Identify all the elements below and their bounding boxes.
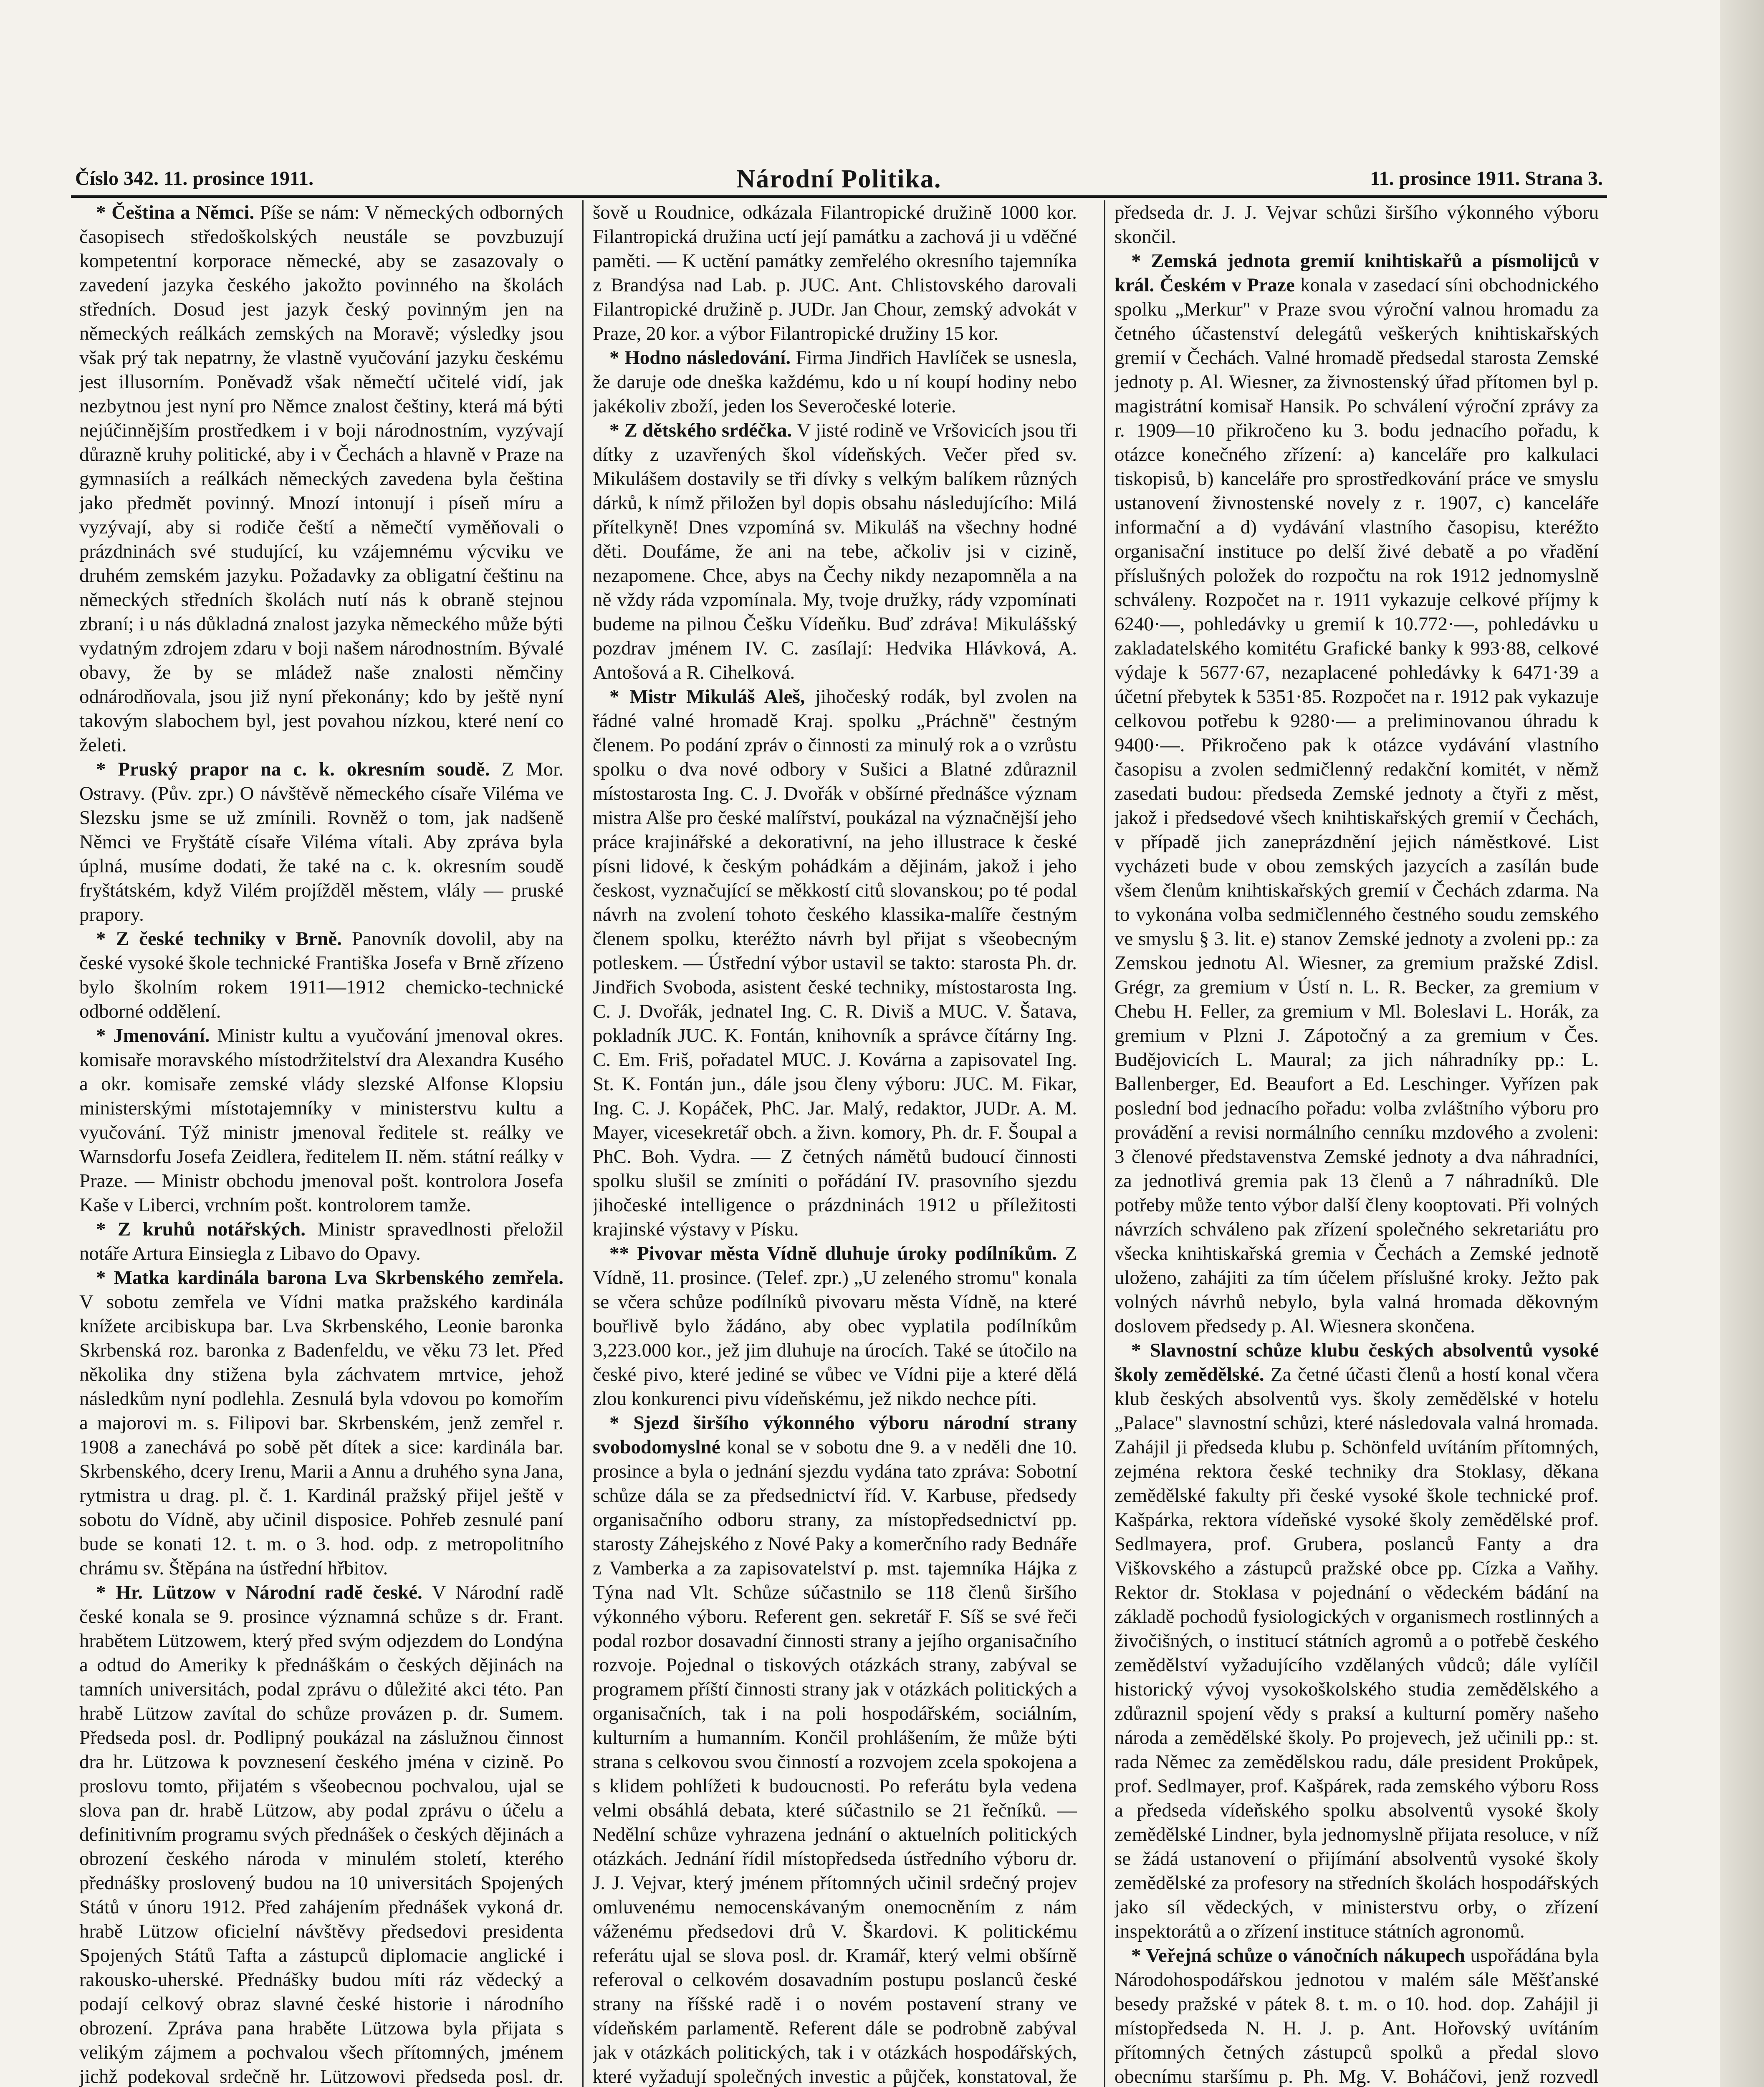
article	[593, 685, 1077, 1241]
article-text: Ministr kultu a vyučování jmenoval okres. komisaře moravského místodržitelství dra Alexandra Kusého a okr. komisaře zemské vlády slezské Alfonse Klopsiu ministerskými místotajemníky v ministerstvu kultu a vyučování. Týž ministr jmenoval ředitele st. reálky ve Warnsdorfu Josefa Zeidlera, ředitelem II. něm. státní reálky v Praze. — Ministr obchodu jmenoval pošt. kontrolora Josefa Kaše v Liberci, vrchním pošt. kontrolorem tamže.	[79, 1025, 564, 1216]
date-and-page: 11. prosince 1911. Strana 3.	[1370, 167, 1603, 189]
article-text: Ministr spravedlnosti přeložil notáře Artura Einsiegla z Libavo do Opavy.	[79, 1218, 564, 1264]
article-heading: * Z kruhů notářských.	[96, 1218, 306, 1240]
article	[79, 1023, 564, 1217]
article	[1115, 249, 1599, 1338]
article	[1115, 1338, 1599, 1943]
masthead: Národní Politika.	[736, 165, 942, 193]
article-text: Panovník dovolil, aby na české vysoké škole technické Františka Josefa v Brně zřízeno bylo školním rokem 1911—1912 chemicko-technické odborné oddělení.	[79, 928, 564, 1022]
article	[1115, 1943, 1599, 2087]
article	[79, 927, 564, 1023]
article	[593, 346, 1077, 418]
article-text: Za četné účasti členů a hostí konal včera klub českých absolventů vys. školy zemědělské v hotelu „Palace" slavnostní schůzi, které následovala valná hromada. Zahájil ji předseda klubu p. Schönfeld uvítáním přítomných, zejména rektora české techniky dra Stoklasy, děkana zemědělské fakulty při české vysoké škole technické prof. Kašpárka, rektora vídeňské vysoké školy zemědělské prof. Sedlmayera, prof. Grubera, poslanců Fanty a dra Viškovského a zástupců pražské obce pp. Cízka a Vaňhy. Rektor dr. Stoklasa v pojednání o vědeckém bádání na základě pochodů fysiologických v organismech rostlinných a živočišných, o institucí státních agromů a o potřebě českého zemědělství vyžadujícího vzdělaných vůdců; dále vylíčil historický vývoj vysokoškolského studia zemědělského a zdůraznil spojení vědy s praksí a kulturní poměry našeho národa a zemědělské školy. Po projevech, jež učinili pp.: st. rada Němec za zemědělskou radu, dále president Prokůpek, prof. Sedlmayer, prof. Kašpárek, rada zemského výboru Ross a předseda vídeňského spolku absolventů vysoké školy zemědělské Lindner, byla jednomyslně přijata resoluce, v níž se žádá ustanovení o přijímání absolventů vysoké školy zemědělské za profesory na středních školách hospodářských jako síl vědeckých, v ministerstvu orby, o zřízení inspektorátů a o zřízení instituce státních agronomů.	[1115, 1364, 1599, 1942]
article-text: jihočeský rodák, byl zvolen na řádné valné hromadě Kraj. spolku „Práchně" čestným členem. Po podání zpráv o činnosti za minulý rok a o vzrůstu spolku o dva nové odbory v Sušici a Blatné zdůraznil místostarosta Ing. C. J. Dvořák v obšírné přednášce význam mistra Alše pro české malířství, poukázal na význačnější jeho práce krajinářské a dekorativní, na jeho illustrace k české písni lidové, k českým pohádkám a dějinám, jakož i jeho českost, vyznačující se měkkostí citů slovanskou; po té podal návrh na zvolení tohoto českého klassika-malíře čestným členem spolku, kteréžto návrh byl přijat s všeobecným potleskem. — Ústřední výbor ustavil se takto: starosta Ph. dr. Jindřich Svoboda, asistent české techniky, místostarosta Ing. C. J. Dvořák, jednatel Ing. C. R. Diviš a MUC. V. Šatava, pokladník JUC. K. Fontán, knihovník a správce čítárny Ing. C. Em. Friš, pořadatel MUC. J. Kovárna a zapisovatel Ing. St. K. Fontán jun., dále jsou členy výboru: JUC. M. Fikar, Ing. C. J. Kopáček, PhC. Jar. Malý, redaktor, JUDr. A. M. Mayer, vicesekretář obch. a živn. komory, Ph. dr. F. Šoupal a PhC. Boh. Vydra. — Z četných námětů budoucí činnosti spolku slušil se zmíniti o pořádání IV. prasovního sjezdu jihočeské intelligence o prázdninách 1912 u příležitosti krajinské výstavy v Písku.	[593, 686, 1077, 1240]
issue-number: Číslo 342. 11. prosince 1911.	[75, 167, 314, 189]
article-heading: * Hodno následování.	[609, 347, 791, 369]
article-heading: ** Pivovar města Vídně dluhuje úroky podílníkům.	[609, 1243, 1057, 1264]
article-heading: * Veřejná schůze o vánočních nákupech	[1131, 1945, 1465, 1966]
article	[593, 1411, 1077, 2087]
article-text: konal se v sobotu dne 9. a v neděli dne 10. prosince a byla o jednání sjezdu vydána tato zpráva: Sobotní schůze dála se za předsednictví říd. V. Karbuse, předsedy organisačního odboru strany, za místopředsednictví pp. starosty Záhejského z Nové Paky a komerčního rady Bednáře z Vamberka a za zapisovatelství p. mst. tajemníka Hájka z Týna nad Vlt. Schůze súčastnilo se 118 členů širšího výkonného výboru. Referent gen. sekretář F. Síš se své řeči podal rozbor dosavadní činnosti strany a jejího organisačního rozvoje. Pojednal o tiskových otázkách strany, zabýval se programem příští činnosti strany jak v otázkách politických a organisačních, tak i na poli hospodářském, sociálním, kulturním a humanním. Končil prohlášením, že může býti strana s celkovou svou činností a rozvojem zcela spokojena a s klidem pohlížeti k budoucnosti. Po referátu byla vedena velmi obsáhlá debata, které súčastnilo se 21 řečníků. — Nedělní schůze vyhrazena jednání o aktuelních politických otázkách. Jednání řídil místopředseda ústředního výboru dr. J. J. Vejvar, který jménem přítomných učinil srdečný projev omluvenému nemocenskávaným onemocněním z nám váženému předsedovi drů V. Škardovi. K politickému referátu ujal se slova posl. dr. Kramář, který velmi obšírně referoval o celkovém dosavadním postupu poslanců české strany na říšské radě i o novém postavení strany ve vídeňském parlamentě. Referent dále se podrobně zabýval jak v otázkách politických, tak i v otázkách hospodářských, které vyžadují společných investic a půjček, konstatoval, že	[593, 1436, 1077, 2087]
article-heading: * Čeština a Němci.	[96, 202, 255, 223]
column-1	[79, 200, 564, 2087]
article-text: Z Mor. Ostravy. (Pův. zpr.) O návštěvě německého císaře Viléma ve Slezsku jsme se už zmínili. Rovněž o tom, jak nadšeně Němci ve Fryštátě císaře Viléma vítali. Aby zpráva byla úplná, musíme dodati, že také na c. k. okresním soudě fryštátském, když Vilém projížděl městem, vlály — pruské prapory.	[79, 758, 564, 925]
article	[593, 1241, 1077, 1411]
article	[79, 757, 564, 927]
article-text: uspořádána byla Národohospodářskou jednotou v malém sále Měšťanské besedy pražské v pátek 8. t. m. o 10. hod. dop. Zahájil ji místopředseda N. H. J. p. Ant. Hořovský uvítáním přítomných četných zástupců spolků a předal slovo obecnímu staršímu p. Ph. Mg. V. Boháčovi, jenž rozvedl	[1115, 1945, 1599, 2087]
article-heading: * Zemská jednota gremií knihtiskařů a písmolijců v král. Českém v Praze	[1115, 250, 1599, 296]
article-heading: * Z české techniky v Brně.	[96, 928, 342, 950]
article-heading: * Pruský prapor na c. k. okresním soudě.	[96, 758, 490, 780]
article-text: V jisté rodině ve Vršovicích jsou tři dítky z uzavřených škol vídeňských. Večer před sv. Mikulášem dostavily se tři dívky s velkým balíkem různých dárků, k nímž přiložen byl dopis obsahu následujícího: Milá přítelkyně! Dnes vzpomíná sv. Mikuláš na všechny hodné děti. Doufáme, že ani na tebe, ačkoliv jsi v cizině, nezapomene. Chce, abys na Čechy nikdy nezapomněla a na ně vždy ráda vzpomínala. My, tvoje družky, rády vzpomínati budeme na pilnou Češku Vídeňku. Buď zdráva! Mikulášský pozdrav jménem IV. C. zasílají: Hedvika Hlávková, A. Antošová a R. Cihelková.	[593, 419, 1077, 683]
article-text: Firma Jindřich Havlíček se usnesla, že daruje ode dneška každému, kdo u ní koupí hodiny nebo jakékoliv zboží, jeden los Severočeské loterie.	[593, 347, 1077, 417]
article-text: konala v zasedací síni obchodnického spolku „Merkur" v Praze svou výroční valnou hromadu za četného účastenství delegátů veškerých knihtiskařských gremií v Čechách. Valné hromadě předsedal starosta Zemské jednoty p. Al. Wiesner, za živnostenský úřad přítomen byl p. magistrátní komisař Hansik. Po schválení výroční zprávy za r. 1909—10 přikročeno ku 3. bodu jednacího pořadu, k otázce konečného zřízení: a) kanceláře pro kalkulaci tiskopisů, b) kanceláře pro sprostředkování práce ve smyslu ustanovení živnostenské novely z r. 1907, c) kanceláře informační a d) vydávání vlastního časopisu, kteréžto organisační instituce po delší živé debatě a po vřadění příslušných položek do rozpočtu na rok 1912 jednomyslně schváleny. Rozpočet na r. 1911 vykazuje celkové příjmy k 6240·—, pohledávky u gremií k 10.772·—, pohledávku u zakladatelského komitétu Grafické banky k 993·88, celkové výdaje k 5677·67, nezaplacené pohledávky k 6471·39 a účetní přebytek k 5351·85. Rozpočet na r. 1912 pak vykazuje celkovou potřebu k 9280·— a preliminovanou úhradu k 9400·—. Přikročeno pak k otázce vydávání vlastního časopisu a zvolen sedmičlenný redakční komitét, v němž zasedati budou: předseda Zemské jednoty a čtyři z měst, jakož i předsedové všech knihtiskařských gremií v Čechách, v případě jich zaneprázdnění jejich náměstkové. List vycházeti bude v obou zemských jazycích a zasílán bude všem členům knihtiskařských gremií v Čechách zdarma. Na to vykonána volba sedmičlenného čestného soudu zemského ve smyslu § 3. lit. e) stanov Zemské jednoty a zvoleni pp.: za Zemskou jednotu Al. Wiesner, za gremium pražské Zdisl. Grégr, za gremium v Ústí n. L. R. Becker, za gremium v Chebu H. Feller, za gremium v Ml. Boleslavi L. Horák, za gremium v Plzni J. Zápotočný a za gremium v Čes. Budějovicích L. Maural; za jich náhradníky pp.: L. Ballenberger, Ed. Beaufort a Ed. Leschinger. Vyřízen pak poslední bod jednacího pořadu: volba zvláštního výboru pro provádění a revisi normálního cenníku mzdového a zvoleni: 3 členové představenstva Zemské jednoty a dva náhradníci, za jednotlivá gremia pak 13 členů a 7 náhradníků. Dle potřeby může tento výbor další členy kooptovati. Při volných návrzích schváleno pak zřízení společného sekretariátu pro všecka knihtiskařská gremia v Čechách a Zemské jednotě uloženo, zahájiti za tím účelem příslušné kroky. Ježto pak volných návrhů nebylo, byla valná hromada děkovným doslovem předsedy p. Al. Wiesnera skončena.	[1115, 274, 1599, 1337]
article	[593, 418, 1077, 685]
header-rule	[71, 195, 1607, 198]
article-text: předseda dr. J. J. Vejvar schůzi širšího výkonného výboru skončil.	[1115, 202, 1599, 248]
article-heading: * Hr. Lützow v Národní radě české.	[96, 1582, 422, 1603]
article-text: Píše se nám: V německých odborných časopisech středoškolských neustále se povzbuzují kompetentní korporace německé, aby se zasazovaly o zavedení jazyka českého jakožto povinného na školách středních. Dosud jest jazyk český povinným jen na německých reálkách zemských na Moravě; výsledky jsou však prý tak nepatrny, že vlastně vyučování jazyku českému jest illusorním. Poněvadž však němečtí učitelé vidí, jak nezbytnou jest nyní pro Němce znalost češtiny, která má býti nejúčinnějším prostředkem i v boji národnostním, vyzývají důrazně kruhy politické, aby i v Čechách a hlavně v Praze na gymnasiích a reálkách německých zavedena byla čeština jako předmět povinný. Mnozí intonují i píseň míru a vyzývají, aby si rodiče čeští a němečtí vyměňovali o prázdninách své studující, ku vzájemnému výcviku ve druhém zemském jazyku. Požadavky za obligatní češtinu na německých středních školách nutí nás k obraně stejnou zbraní; i u nás důkladná znalost jazyka německého může býti vydatným zdrojem zdaru v boji našem národnostním. Bývalé obavy, že by se mládež naše znalosti němčiny odnárodňovala, jsou již nyní překonány; kdo by ještě nyní takovým slabochem byl, jest povahou nízkou, které není co želeti.	[79, 202, 564, 756]
article-heading: * Jmenování.	[96, 1025, 210, 1046]
article	[79, 1217, 564, 1266]
article	[79, 1266, 564, 1580]
scan-edge	[1720, 0, 1764, 2087]
article-heading: * Matka kardinála barona Lva Skrbenského zemřela.	[96, 1267, 564, 1289]
article-text: V sobotu zemřela ve Vídni matka pražského kardinála knížete arcibiskupa bar. Lva Skrbenského, Leonie baronka Skrbenská roz. baronka z Badenfeldu, ve věku 73 let. Před několika dny stižena byla záchvatem mrtvice, jehož následkům nyní podlehla. Zesnulá byla vdovou po komořím a majorovi m. s. Filipovi bar. Skrbenském, jenž zemřel r. 1908 a zanechává po sobě pět dítek a sice: kardinála bar. Skrbenského, dcery Irenu, Marii a Annu a druhého syna Jana, rytmistra u drag. pl. č. 1. Kardinál pražský přijel ještě v sobotu do Vídně, aby učinil disposice. Pohřeb zesnulé paní bude se konati 12. t. m. o 3. hod. odp. z metropolitního chrámu sv. Štěpána na ústřední hřbitov.	[79, 1291, 564, 1579]
article-heading: * Z dětského srdéčka.	[609, 419, 792, 441]
article	[79, 200, 564, 757]
column-2	[593, 200, 1077, 2087]
article	[79, 1580, 564, 2087]
column-divider	[1104, 200, 1105, 2087]
article-heading: * Slavnostní schůze klubu českých absolventů vysoké školy zemědělské.	[1115, 1339, 1599, 1385]
article-heading: * Mistr Mikuláš Aleš,	[609, 686, 805, 707]
article	[593, 200, 1077, 346]
article-text: V Národní radě české konala se 9. prosince významná schůze s dr. Frant. hrabětem Lützowem, který před svým odjezdem do Londýna a odtud do Ameriky k přednáškám o českých dějinách na tamních universitách, podal zprávu o důležité akci této. Pan hrabě Lützow zavítal do schůze provázen p. dr. Sumem. Předseda posl. dr. Podlipný poukázal na záslužnou činnost dra hr. Lützowa k povznesení českého jména v cizině. Po proslovu tomto, přijatém s všeobecnou pochvalou, ujal se slova pan dr. hrabě Lützow, aby podal zprávu o účelu a definitivním programu svých přednášek o českých dějinách a obrození českého národa v minulém století, kterého přednášky proslovený budou na 10 universitách Spojených Států v únoru 1912. Před zahájením přednášek vykoná dr. hrabě Lützow oficielní návštěvy předsedovi presidenta Spojených Států Tafta a zástupců diplomacie anglické i rakousko-uherské. Přednášky budou míti ráz vědecký a podají celkový obraz slavné české historie i národního obrození. Zpráva pana hraběte Lützowa byla přijata s velikým zájmem a pochvalou všech přítomných, jménem jichž podekoval srdečně hr. Lützowovi předseda posl. dr.	[79, 1582, 564, 2087]
article	[1115, 200, 1599, 249]
column-3	[1115, 200, 1599, 2087]
page-header	[75, 167, 1603, 192]
article-text: Z Vídně, 11. prosince. (Telef. zpr.) „U zeleného stromu" konala se včera schůze podílníků pivovaru města Vídně, na které bouřlivě bylo žádáno, aby obec vyplatila podílníkům 3,223.000 kor., jež jim dluhuje na úrocích. Také se útočilo na české pivo, které jediné se vůbec ve Vídni pije a které dělá zlou konkurenci pivu vídeňskému, jež nikdo nechce píti.	[593, 1243, 1077, 1410]
column-divider	[582, 200, 584, 2087]
article-text: šově u Roudnice, odkázala Filantropické družině 1000 kor. Filantropická družina uctí její památku a zachová ji u vděčné paměti. — K uctění památky zemřelého okresního tajemníka z Brandýsa nad Lab. p. JUC. Ant. Chlistovského darovali Filantropické družině p. JUDr. Jan Chour, zemský advokát v Praze, 20 kor. a výbor Filantropické družiny 15 kor.	[593, 202, 1077, 344]
article-heading: * Sjezd širšího výkonného výboru národní strany svobodomyslné	[593, 1412, 1077, 1458]
